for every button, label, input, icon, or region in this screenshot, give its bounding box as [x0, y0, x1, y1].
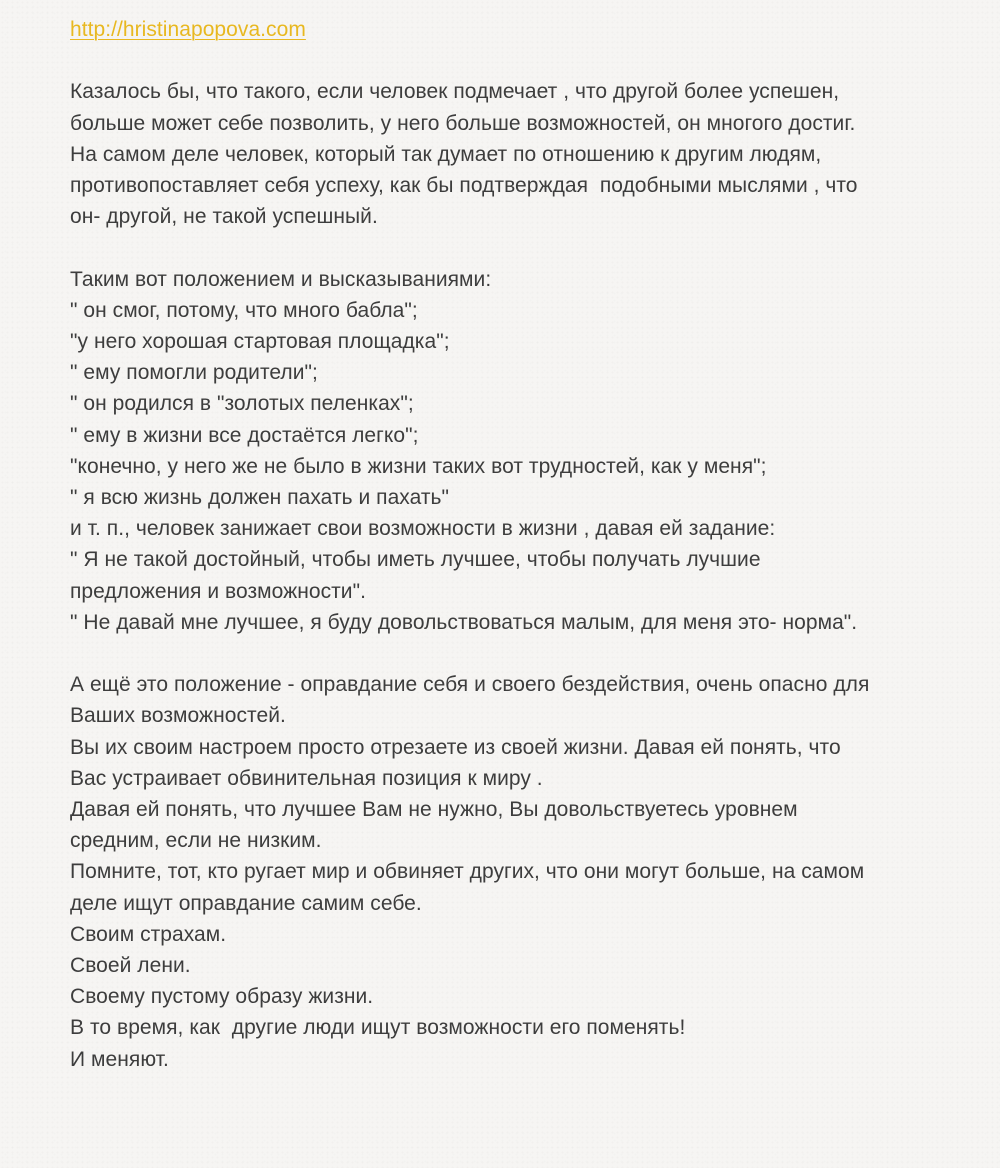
- text-line: " ему помогли родители";: [70, 361, 318, 385]
- text-line: "у него хорошая стартовая площадка";: [70, 330, 450, 353]
- paragraph-quotes: [70, 264, 970, 638]
- text-line: Своим страхам.: [70, 922, 227, 946]
- text-line: предложения и возможности".: [70, 579, 366, 603]
- text-line: " он смог, потому, что много бабла";: [70, 298, 418, 322]
- text-line: Ваших возможностей.: [70, 704, 286, 728]
- text-line: На самом деле человек, который так думает по отношению к другим людям,: [70, 142, 822, 166]
- text-line: Давая ей понять, что лучшее Вам не нужно, Вы довольствуетесь уровнем: [70, 798, 798, 822]
- text-line: он- другой, не такой успешный.: [70, 205, 378, 229]
- text-line: Помните, тот, кто ругает мир и обвиняет других, что они могут больше, на самом: [70, 860, 865, 884]
- text-line: деле ищут оправдание самим себе.: [70, 891, 422, 915]
- text-line: Своему пустому образу жизни.: [70, 985, 374, 1009]
- paragraph-conclusion: [70, 669, 970, 1075]
- text-line: И меняют.: [70, 1047, 169, 1071]
- text-line: " я всю жизнь должен пахать и пахать": [70, 486, 450, 510]
- text-line: Вы их своим настроем просто отрезаете из своей жизни. Давая ей понять, что: [70, 735, 841, 759]
- text-line: Вас устраивает обвинительная позиция к миру .: [70, 766, 543, 790]
- paragraph-intro: [70, 76, 970, 232]
- blank-line: [70, 638, 970, 669]
- text-line: Казалось бы, что такого, если человек подмечает , что другой более успешен,: [70, 80, 840, 104]
- note-body: [70, 14, 970, 1075]
- website-link[interactable]: http://hristinapopova.com: [70, 18, 306, 41]
- blank-line: [70, 232, 970, 263]
- text-line: А ещё это положение - оправдание себя и своего бездействия, очень опасно для: [70, 673, 870, 697]
- text-line: " Я не такой достойный, чтобы иметь лучшее, чтобы получать лучшие: [70, 548, 761, 572]
- blank-line: [70, 45, 970, 76]
- text-line: Своей лени.: [70, 954, 191, 978]
- text-line: В то время, как другие люди ищут возможности его поменять!: [70, 1016, 686, 1040]
- text-line: "конечно, у него же не было в жизни таких вот трудностей, как у меня";: [70, 454, 767, 478]
- text-line: и т. п., человек занижает свои возможности в жизни , давая ей задание:: [70, 517, 776, 541]
- text-line: " Не давай мне лучшее, я буду довольствоваться малым, для меня это- норма".: [70, 610, 858, 634]
- text-line: " ему в жизни все достаётся легко";: [70, 423, 419, 447]
- text-line: Таким вот положением и высказываниями:: [70, 267, 492, 291]
- text-line: больше может себе позволить, у него больше возможностей, он многого достиг.: [70, 111, 856, 135]
- text-line: противопоставляет себя успеху, как бы подтверждая подобными мыслями , что: [70, 174, 858, 197]
- text-line: средним, если не низким.: [70, 829, 322, 853]
- text-line: " он родился в "золотых пеленках";: [70, 392, 414, 416]
